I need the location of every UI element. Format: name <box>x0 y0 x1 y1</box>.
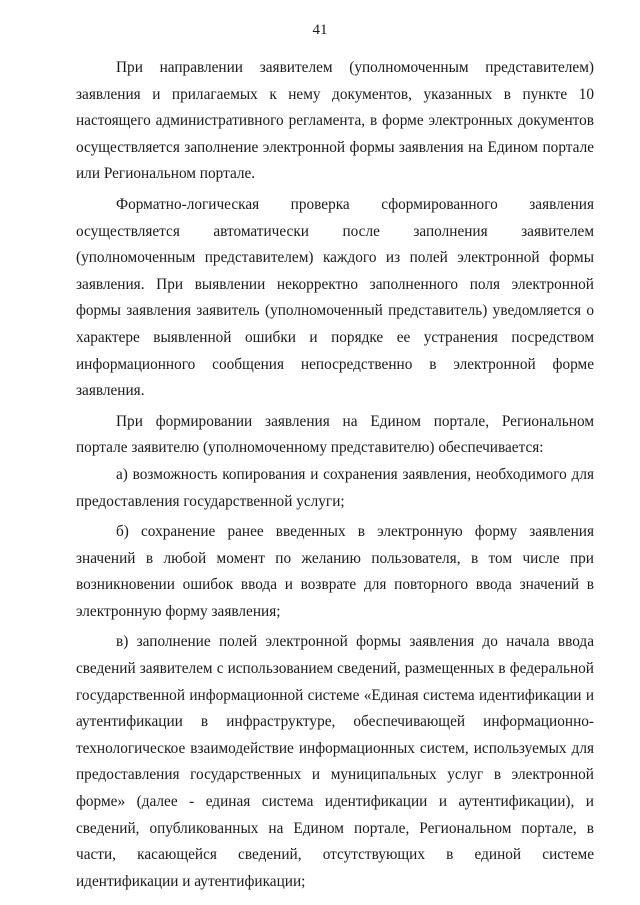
list-item-b-save-values: б) сохранение ранее введенных в электронную форму заявления значений в любой момент по желанию пользователя, в том числе при возникновении ошибок ввода и возврате для повторного ввода значений в электронную форму заявления; <box>76 523 594 620</box>
paragraph-portal-provisions-intro: При формировании заявления на Едином портале, Региональном портале заявителю (уполномоченному представителю) обеспечивается: <box>76 412 594 457</box>
list-item-a-copy-save: а) возможность копирования и сохранения заявления, необходимого для предоставления государственной услуги; <box>76 465 594 510</box>
paragraph-electronic-submission: При направлении заявителем (уполномоченным представителем) заявления и прилагаемых к нему документов, указанных в пункте 10 настоящего административного регламента, в форме электронных документов осуществляется заполнение электронной формы заявления на Едином портале или Региональном портале. <box>76 59 594 183</box>
paragraph-format-logical-check: Форматно-логическая проверка сформированного заявления осуществляется автоматически после заполнения заявителем (уполномоченным представителем) каждого из полей электронной формы заявления. При выявлении некорректно заполненного поля электронной формы заявления заявитель (уполномоченный представитель) уведомляется о характере выявленной ошибки и порядке ее устранения посредством информационного сообщения непосредственно в электронной форме заявления. <box>76 195 594 400</box>
page-number: 41 <box>312 22 328 38</box>
list-item-c-prefill-fields: в) заполнение полей электронной формы заявления до начала ввода сведений заявителем с использованием сведений, размещенных в федеральной государственной информационной системе «Единая система идентификации и аутентификации в инфраструктуре, обеспечивающей информационно-технологическое взаимодействие информационных систем, используемых для предоставления государственных и муниципальных услуг в электронной форме» (далее - единая система идентификации и аутентификации), и сведений, опубликованных на Едином портале, Региональном портале, в части, касающейся сведений, отсутствующих в единой системе идентификации и аутентификации; <box>76 633 594 890</box>
document-body <box>76 55 594 899</box>
